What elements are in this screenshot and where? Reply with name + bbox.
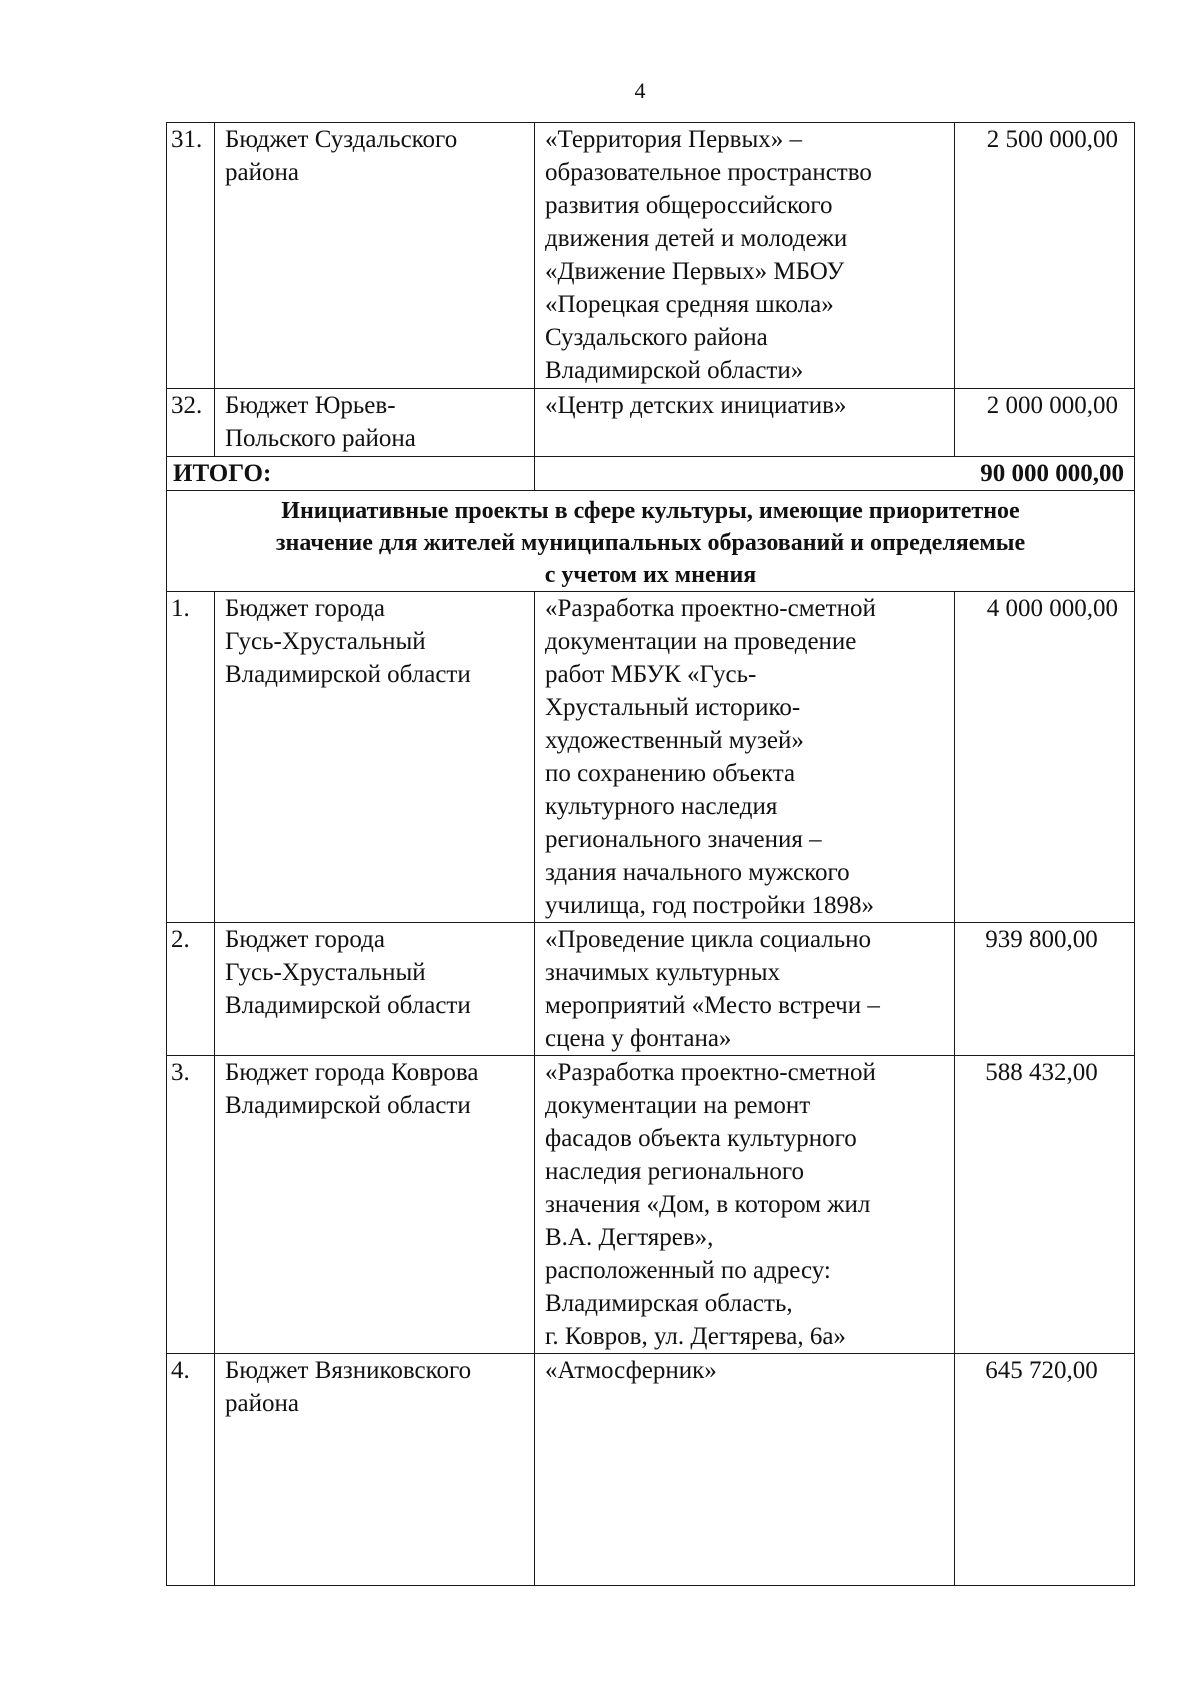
project-cell <box>535 123 955 389</box>
table-row <box>167 592 1135 923</box>
total-row <box>167 457 1135 491</box>
amount-cell: 939 800,00 <box>955 923 1135 1056</box>
budget-cell <box>215 389 535 457</box>
amount-cell: 588 432,00 <box>955 1056 1135 1354</box>
row-number: 3. <box>167 1056 215 1354</box>
project-text: «Центр детских инициатив» <box>545 392 847 419</box>
budget-cell <box>215 1354 535 1586</box>
project-text: «Территория Первых» – образовательное пространство развития общероссийского движения детей и молодежи «Движение Первых» МБОУ «Порецкая средняя школа» Суздальского района Владимирской области» <box>545 126 872 384</box>
page-number: 4 <box>634 78 646 103</box>
total-amount: 90 000 000,00 <box>535 457 1135 491</box>
project-cell <box>535 1056 955 1354</box>
row-number: 32. <box>167 389 215 457</box>
budget-text: Бюджет Суздальского района <box>225 126 458 186</box>
table-row <box>167 1056 1135 1354</box>
budget-text: Бюджет Вязниковского района <box>225 1357 472 1417</box>
budget-text: Бюджет города Коврова Владимирской области <box>225 1059 479 1119</box>
section-title: Инициативные проекты в сфере культуры, имеющие приоритетное значение для жителей муниципальных образований и определяемые с учетом их мнения <box>275 498 1026 588</box>
budget-cell <box>215 923 535 1056</box>
row-number: 2. <box>167 923 215 1056</box>
project-cell <box>535 1354 955 1586</box>
amount-cell: 2 000 000,00 <box>955 389 1135 457</box>
table-row <box>167 389 1135 457</box>
projects-table <box>166 122 1135 1586</box>
project-text: «Проведение цикла социально значимых культурных мероприятий «Место встречи – сцена у фонтана» <box>545 926 880 1052</box>
project-text: «Разработка проектно-сметной документации на ремонт фасадов объекта культурного наследия регионального значения «Дом, в котором жил В.А. Дегтярев», расположенный по адресу: Владимирская область, г. Ковров, ул. Дегтярева, 6а» <box>545 1059 876 1350</box>
project-text: «Разработка проектно-сметной документации на проведение работ МБУК «Гусь- Хрустальный историко- художественный музей» по сохранению объекта культурного наследия регионального значения – здания начального мужского училища, год постройки 1898» <box>545 595 876 919</box>
table-row <box>167 1354 1135 1586</box>
budget-text: Бюджет города Гусь-Хрустальный Владимирской области <box>225 926 471 1019</box>
amount-cell: 4 000 000,00 <box>955 592 1135 923</box>
table-row <box>167 923 1135 1056</box>
table-row <box>167 123 1135 389</box>
amount-cell: 2 500 000,00 <box>955 123 1135 389</box>
project-text: «Атмосферник» <box>545 1357 717 1384</box>
row-number: 1. <box>167 592 215 923</box>
total-label: ИТОГО: <box>167 457 535 491</box>
budget-text: Бюджет Юрьев- Польского района <box>225 392 416 452</box>
budget-cell <box>215 592 535 923</box>
section-title-cell <box>167 491 1135 592</box>
project-cell <box>535 923 955 1056</box>
row-number: 4. <box>167 1354 215 1586</box>
section-header-row <box>167 491 1135 592</box>
budget-text: Бюджет города Гусь-Хрустальный Владимирской области <box>225 595 471 688</box>
project-cell <box>535 592 955 923</box>
budget-cell <box>215 1056 535 1354</box>
row-number: 31. <box>167 123 215 389</box>
project-cell <box>535 389 955 457</box>
amount-cell: 645 720,00 <box>955 1354 1135 1586</box>
budget-cell <box>215 123 535 389</box>
